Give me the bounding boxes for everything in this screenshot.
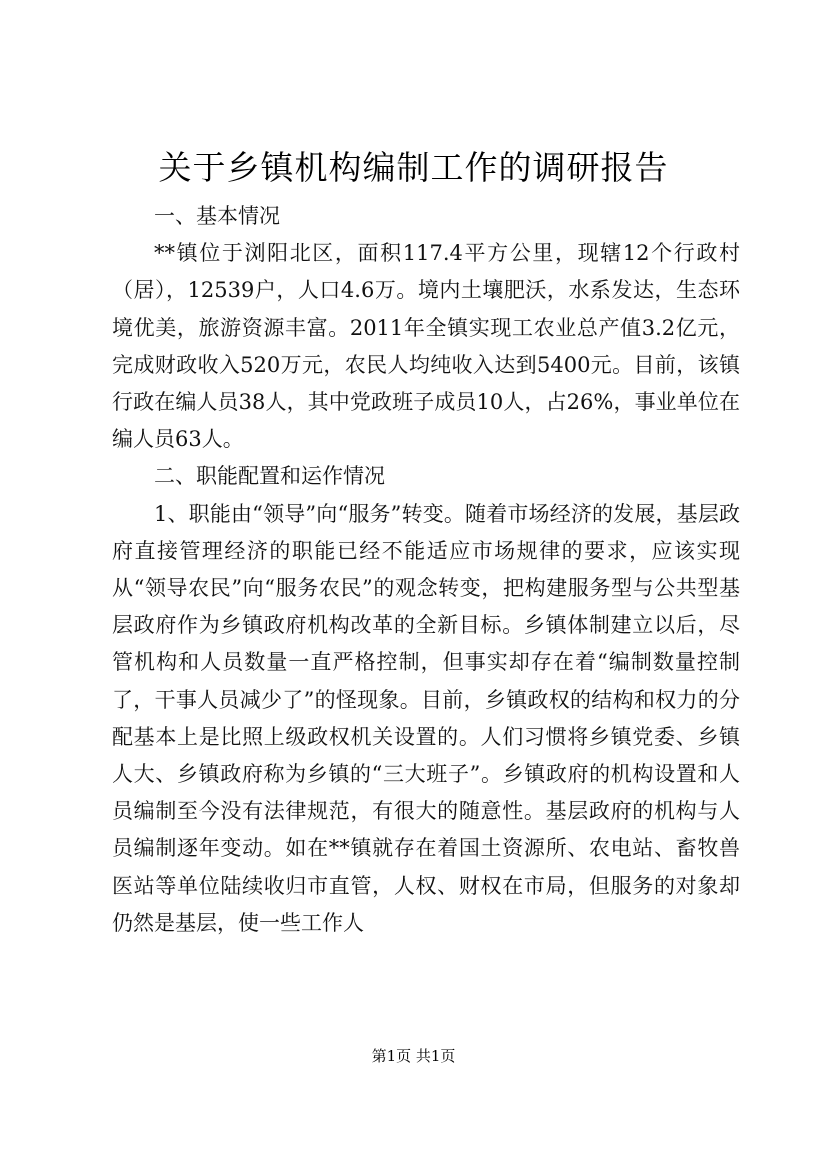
page-number-footer: 第1页 共1页 xyxy=(371,1047,456,1065)
section-heading-basic-situation: 一、基本情况 xyxy=(154,204,280,228)
paragraph-function-transformation: 1、职能由“领导”向“服务”转变。随着市场经济的发展，基层政府直接管理经济的职能已经不能适应市场规律的要求，应该实现从“领导农民”向“服务农民”的观念转变，把构建服务型与公共型基层政府作为乡镇政府机构改革的全新目标。乡镇体制建立以后，尽管机构和人员数量一直严格控制，但事实却存在着“编制数量控制了，干事人员减少了”的怪现象。目前，乡镇政权的结构和权力的分配基本上是比照上级政权机关设置的。人们习惯将乡镇党委、乡镇人大、乡镇政府称为乡镇的“三大班子”。乡镇政府的机构设置和人员编制至今没有法律规范，有很大的随意性。基层政府的机构与人员编制逐年变动。如在**镇就存在着国土资源所、农电站、畜牧兽医站等单位陆续收归市直管，人权、财权在市局，但服务的对象却仍然是基层，使一些工作人 xyxy=(112,501,740,935)
document-title: 关于乡镇机构编制工作的调研报告 xyxy=(158,148,669,187)
section-heading-function-configuration: 二、职能配置和运作情况 xyxy=(154,464,385,489)
paragraph-basic-situation: **镇位于浏阳北区，面积117.4平方公里，现辖12个行政村（居），12539户，人口4.6万。境内土壤肥沃，水系发达，生态环境优美，旅游资源丰富。2011年全镇实现工农业总产值3.2亿元，完成财政收入520万元，农民人均纯收入达到5400元。目前，该镇行政在编人员38人，其中党政班子成员10人，占26%，事业单位在编人员63人。 xyxy=(112,241,740,452)
document-body xyxy=(112,198,740,942)
